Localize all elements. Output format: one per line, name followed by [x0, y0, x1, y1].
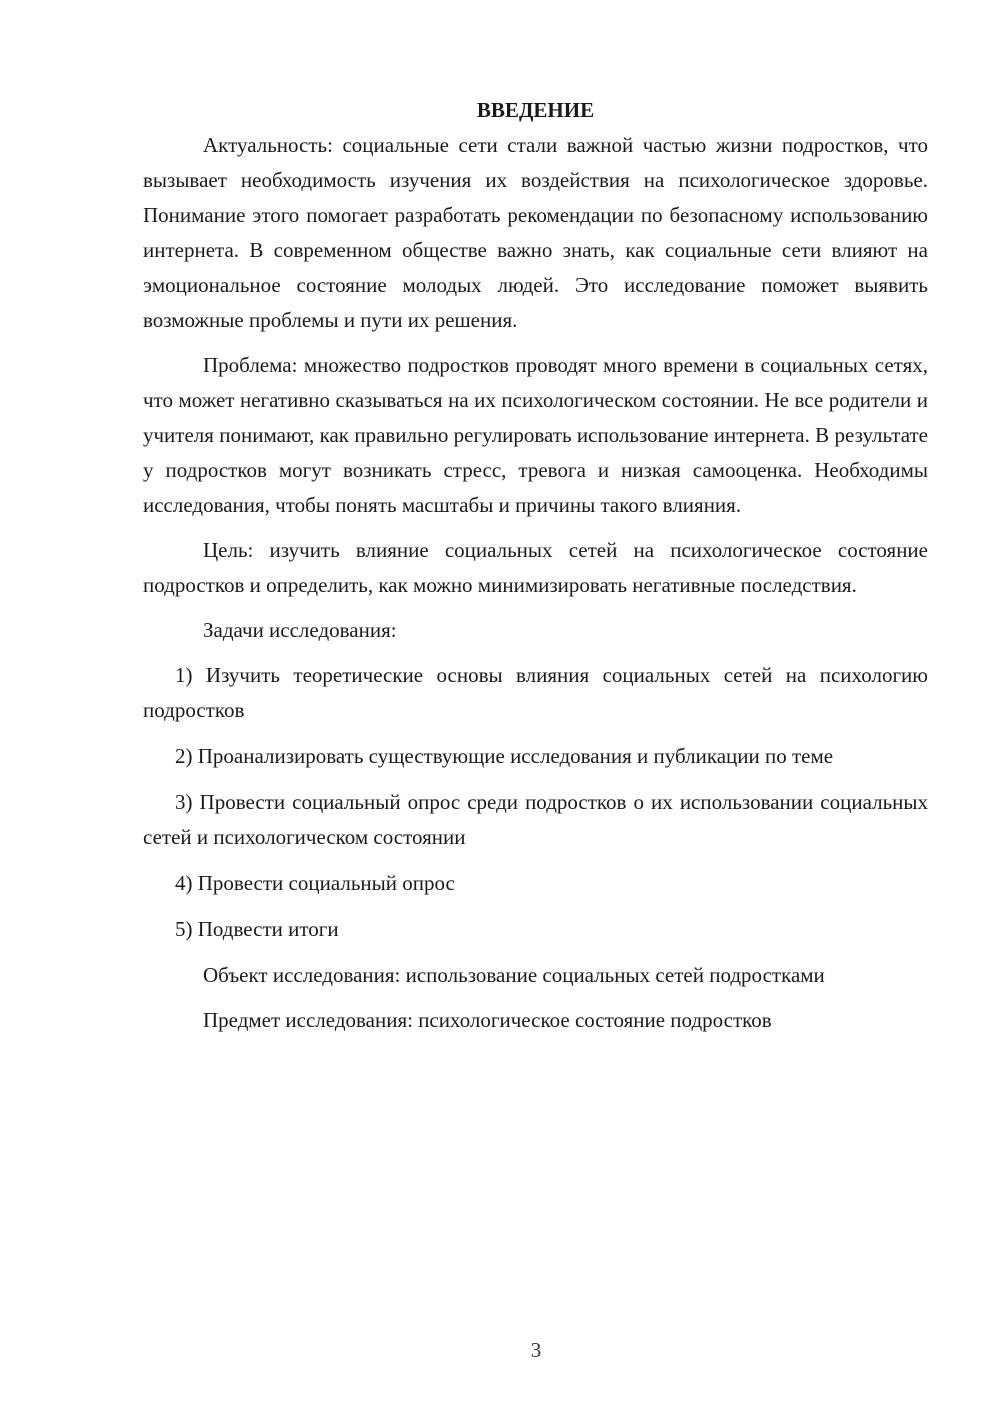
problem-paragraph: Проблема: множество подростков проводят много времени в социальных сетях, что может негативно сказываться на их психологическом состоянии. Не все родители и учителя понимают, как правильно регулировать использование интернета. В результате у подростков могут возникать стресс, тревога и низкая самооценка. Необходимы исследования, чтобы понять масштабы и причины такого влияния. [143, 353, 928, 517]
subject-paragraph: Предмет исследования: психологическое состояние подростков [203, 1008, 772, 1032]
section-heading: ВВЕДЕНИЕ [476, 98, 595, 122]
task-item: 5) Подвести итоги [175, 917, 339, 941]
page-number: 3 [530, 1338, 542, 1362]
goal-paragraph: Цель: изучить влияние социальных сетей на психологическое состояние подростков и определить, как можно минимизировать негативные последствия. [143, 538, 928, 597]
task-item: 1) Изучить теоретические основы влияния социальных сетей на психологию подростков [143, 663, 928, 722]
task-item: 4) Провести социальный опрос [175, 871, 455, 895]
page-content [143, 93, 928, 1048]
task-item: 2) Проанализировать существующие исследования и публикации по теме [175, 744, 834, 768]
tasks-list [143, 658, 928, 947]
object-paragraph: Объект исследования: использование социальных сетей подростками [203, 963, 825, 987]
task-item: 3) Провести социальный опрос среди подростков о их использовании социальных сетей и психологическом состоянии [143, 790, 928, 849]
tasks-label: Задачи исследования: [203, 618, 397, 642]
relevance-paragraph: Актуальность: социальные сети стали важной частью жизни подростков, что вызывает необходимость изучения их воздействия на психологическое здоровье. Понимание этого помогает разработать рекомендации по безопасному использованию интернета. В современном обществе важно знать, как социальные сети влияют на эмоциональное состояние молодых людей. Это исследование поможет выявить возможные проблемы и пути их решения. [143, 133, 928, 332]
